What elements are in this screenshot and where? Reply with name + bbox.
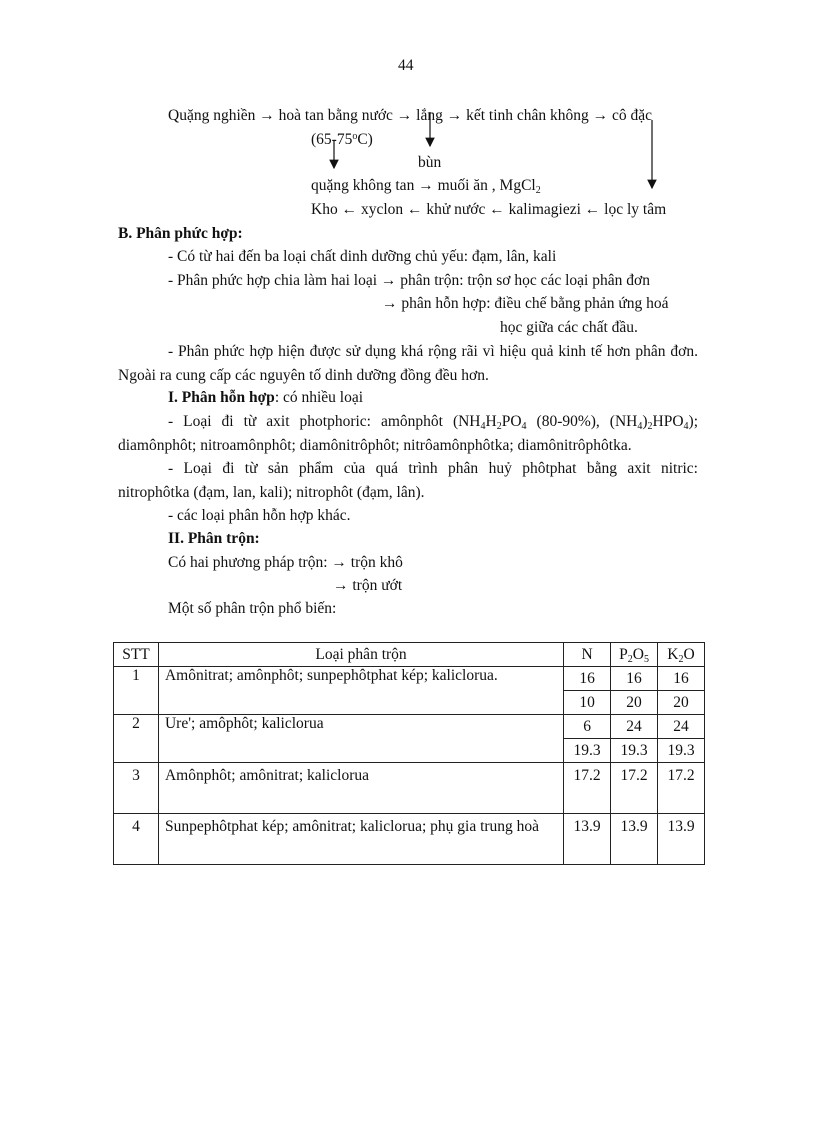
row-value-k2o: 24 [658, 715, 705, 739]
mixed-fertilizer-table [113, 642, 705, 865]
row-value-p2o5: 13.9 [611, 814, 658, 865]
section-i-line-1: - Loại đi từ axit photphoric: amônphôt ($NH_4H_2PO_4$ (80-90%), $(NH_4)_2HPO_4$); [168, 413, 699, 432]
section-b-p2: - Phân phức hợp chia làm hai loại → phân trộn: trộn sơ học các loại phân đơn [168, 272, 650, 289]
section-b-p4: học giữa các chất đầu. [500, 319, 638, 336]
section-i-line-3: - Loại đi từ sản phẩm của quá trình phân huỷ phôtphat bằng axit nitric: [168, 460, 698, 477]
flow-bun: bùn [418, 154, 442, 171]
row-stt: 1 [114, 667, 159, 715]
row-value-p2o5: 24 [611, 715, 658, 739]
row-value-p2o5: 16 [611, 667, 658, 691]
row-stt: 2 [114, 715, 159, 763]
row-value-p2o5: 17.2 [611, 763, 658, 814]
section-ii-method-2: → trộn ướt [333, 577, 403, 594]
table-row [114, 763, 705, 814]
header-n: N [564, 643, 611, 667]
row-value-n: 10 [564, 691, 611, 715]
section-ii-method-1: Có hai phương pháp trộn: → trộn khô [168, 554, 403, 571]
section-b-p1: - Có từ hai đến ba loại chất dinh dưỡng chủ yếu: đạm, lân, kali [168, 248, 557, 265]
section-ii-heading: II. Phân trộn: [168, 530, 260, 547]
row-value-n: 17.2 [564, 763, 611, 814]
row-value-n: 6 [564, 715, 611, 739]
row-name: Amônphôt; amônitrat; kaliclorua [158, 763, 563, 814]
section-i-line-4: nitrophôtka (đạm, lan, kali); nitrophôt (đạm, lân). [118, 484, 425, 501]
row-stt: 4 [114, 814, 159, 865]
section-i-heading: I. Phân hỗn hợp: có nhiều loại [168, 389, 364, 406]
row-value-n: 16 [564, 667, 611, 691]
row-value-k2o: 20 [658, 691, 705, 715]
page-number: 44 [398, 57, 414, 74]
table-row [114, 814, 705, 865]
row-name: Amônitrat; amônphôt; sunpephôtphat kép; kaliclorua. [158, 667, 563, 715]
row-value-n: 19.3 [564, 739, 611, 763]
flow-temperature: (65-75$^o$C) [311, 131, 373, 148]
row-stt: 3 [114, 763, 159, 814]
section-ii-intro: Một số phân trộn phổ biến: [168, 600, 337, 617]
section-b-p5: - Phân phức hợp hiện được sử dụng khá rộng rãi vì hiệu quả kinh tế hơn phân đơn. [168, 343, 698, 360]
row-name: Ure'; amôphôt; kaliclorua [158, 715, 563, 763]
flow-line-3: quặng không tan → muối ăn , MgCl$_2$ [311, 177, 541, 196]
header-type: Loại phân trộn [158, 643, 563, 667]
flow-line-1: Quặng nghiền → hoà tan bằng nước → lắng → kết tinh chân không → cô đặc [168, 107, 653, 124]
section-b-p3: → phân hỗn hợp: điều chế bằng phản ứng hoá [382, 295, 669, 312]
table-row [114, 715, 705, 739]
table-row [114, 667, 705, 691]
row-name: Sunpephôtphat kép; amônitrat; kaliclorua; phụ gia trung hoà [158, 814, 563, 865]
row-value-k2o: 13.9 [658, 814, 705, 865]
row-value-k2o: 19.3 [658, 739, 705, 763]
section-b-p6: Ngoài ra cung cấp các nguyên tố dinh dưỡng đồng đều hơn. [118, 367, 489, 384]
flow-line-4: Kho ← xyclon ← khử nước ← kalimagiezi ← lọc ly tâm [311, 201, 667, 218]
header-p2o5: $P_2O_5$ [611, 643, 658, 667]
row-value-n: 13.9 [564, 814, 611, 865]
section-i-line-2: diamônphôt; nitroamônphôt; diamônitrôphôt; nitrôamônphôtka; diamônitrôphôtka. [118, 437, 632, 454]
row-value-p2o5: 19.3 [611, 739, 658, 763]
header-stt: STT [114, 643, 159, 667]
row-value-k2o: 17.2 [658, 763, 705, 814]
flow-arrows [0, 0, 816, 260]
section-b-heading: B. Phân phức hợp: [118, 225, 243, 242]
row-value-k2o: 16 [658, 667, 705, 691]
section-i-line-5: - các loại phân hỗn hợp khác. [168, 507, 351, 524]
table-header-row [114, 643, 705, 667]
row-value-p2o5: 20 [611, 691, 658, 715]
header-k2o: $K_2O$ [658, 643, 705, 667]
